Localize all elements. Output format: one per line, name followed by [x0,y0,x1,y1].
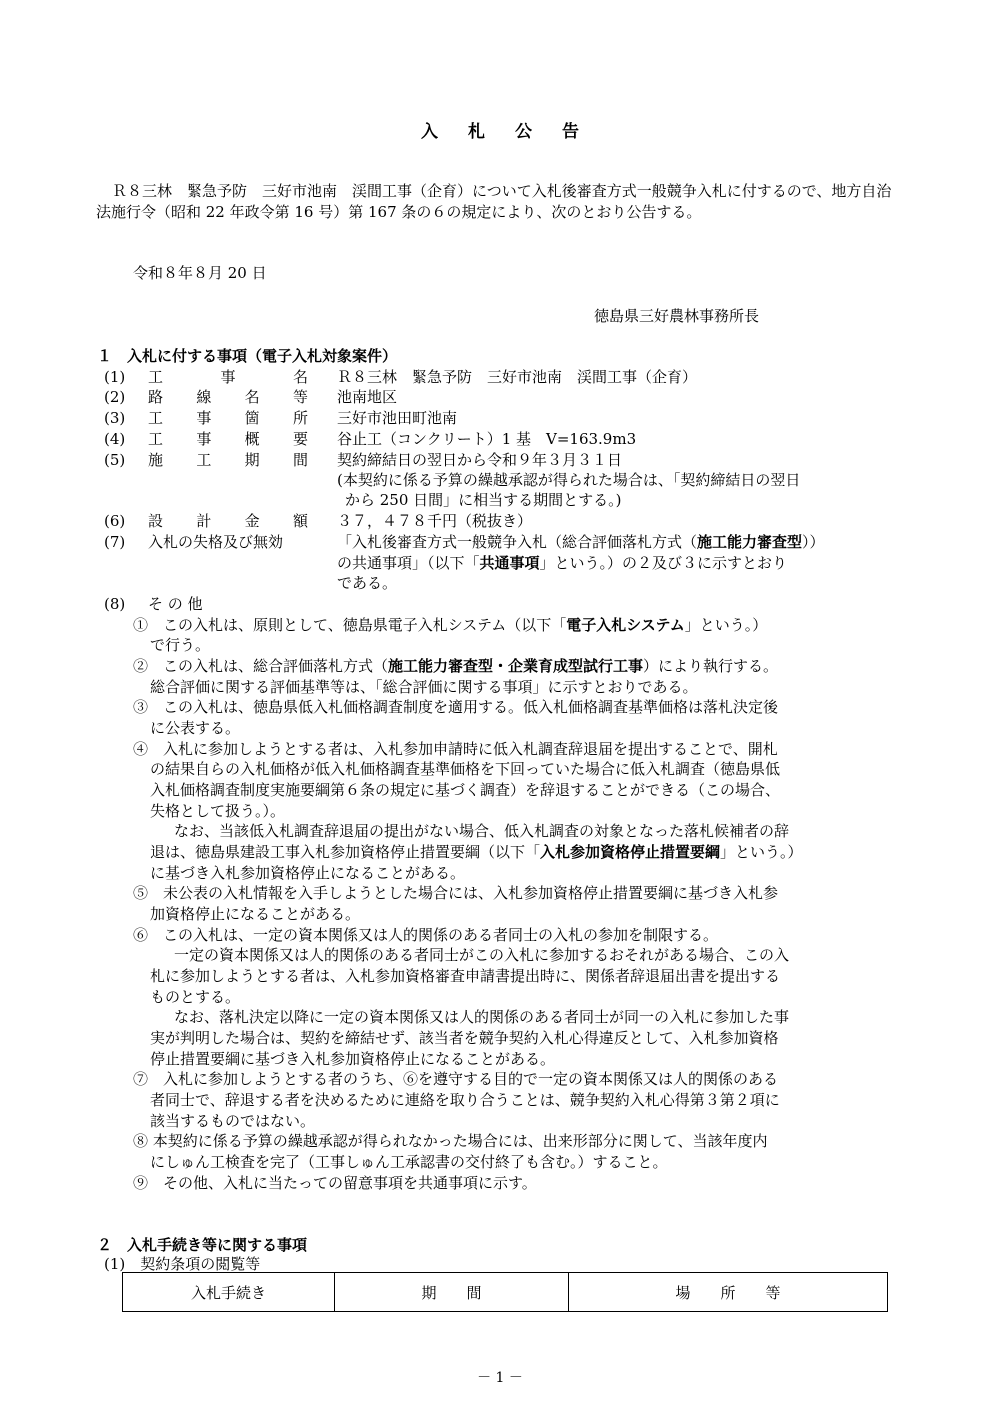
list-item-cont: にしゅん工検査を完了（工事しゅん工承認書の交付終了も含む。）すること。 [150,1153,668,1171]
list-item-cont: 該当するものではない。 [150,1112,316,1130]
list-item-cont: 停止措置要綱に基づき入札参加資格停止になることがある。 [150,1050,556,1068]
text: 「入札後審査方式一般競争入札（総合評価落札方式（ [337,533,698,551]
text: 退は、徳島県建設工事入札参加資格停止措置要綱（以下「 [150,843,541,861]
list-item-cont: の結果自らの入札価格が低入札価格調査基準価格を下回っていた場合に低入札調査（徳島県低 [150,760,781,778]
item-number: (2) [104,388,126,406]
item-label: 入札の失格及び無効 [148,533,284,551]
list-item [133,657,778,676]
label-char: 事 [196,430,212,448]
item-value: ３７，４７８千円（税抜き） [337,512,533,530]
list-item-cont: 入札価格調査制度実施要綱第６条の規定に基づく調査）を辞退することができる（この場合、 [150,781,781,799]
notice-date: 令和８年８月 20 日 [133,264,267,282]
label-char: 事 [196,409,212,427]
table-header-cell: 場 所 等 [675,1283,781,1302]
item-label [148,409,308,428]
list-item: ③ この入札は、徳島県低入札価格調査制度を適用する。低入札価格調査基準価格は落札決定後 [133,698,779,716]
list-item-cont: 一定の資本関係又は人的関係のある者同士がこの入札に参加するおそれがある場合、この入 [174,946,790,964]
list-item-cont: に公表する。 [150,719,241,737]
text: ）） [802,533,825,551]
bold-text: 施工能力審査型 [697,533,803,551]
label-char: 所 [292,409,308,427]
list-item-cont: 実が判明した場合は、契約を締結せず、該当者を競争契約入札心得違反として、入札参加資格 [150,1029,779,1047]
list-item-cont [150,843,803,862]
label-char: 設 [148,512,164,530]
label-char: 金 [244,512,260,530]
item-number: (6) [104,512,126,530]
label-char: 工 [148,430,164,448]
text: ）により執行する。 [643,657,779,675]
list-item [133,616,767,635]
item-value: 谷止工（コンクリート）1 基 V=163.9m3 [337,430,637,448]
bold-text: 施工能力審査型・企業育成型試行工事 [388,657,644,675]
item-number: (1) [104,368,126,386]
item-value: である。 [337,574,398,592]
bold-text: 入札参加資格停止措置要綱 [540,843,721,861]
label-char: 施 [148,451,164,469]
label-char: 期 [244,451,260,469]
item-value: 池南地区 [337,388,398,406]
label-char: 等 [292,388,308,406]
list-item: ⑨ その他、入札に当たっての留意事項を共通事項に示す。 [133,1174,537,1192]
text: ① この入札は、原則として、徳島県電子入札システム（以下「 [133,616,567,634]
label-char: 名 [292,368,308,386]
item-label [148,451,308,470]
item-number: (3) [104,409,126,427]
page-number: － 1 － [477,1370,523,1386]
text: の共通事項」（以下「 [337,554,480,572]
item-label [148,512,308,531]
list-item-cont: 失格として扱う。）。 [150,802,286,820]
section2-subheading: (1) 契約条項の閲覧等 [104,1255,261,1273]
label-char: 工 [148,368,164,386]
label-char: 概 [244,430,260,448]
list-item-cont: に基づき入札参加資格停止になることがある。 [150,864,466,882]
item-value: 三好市池田町池南 [337,409,458,427]
item-note: から 250 日間」に相当する期間とする。) [345,491,622,509]
label-char: 事 [220,368,236,386]
item-number: (4) [104,430,126,448]
list-item: ⑥ この入札は、一定の資本関係又は人的関係のある者同士の入札の参加を制限する。 [133,926,719,944]
list-item-cont: なお、落札決定以降に一定の資本関係又は人的関係のある者同士が同一の入札に参加した事 [174,1008,790,1026]
list-item-cont: なお、当該低入札調査辞退届の提出がない場合、低入札調査の対象となった落札候補者の辞 [174,822,790,840]
item-label: そ の 他 [148,595,203,613]
label-char: 計 [196,512,212,530]
bold-text: 共通事項 [479,554,540,572]
list-item: ⑦ 入札に参加しようとする者のうち、⑥を遵守する目的で一定の資本関係又は人的関係のある [133,1070,779,1088]
intro-paragraph: Ｒ８三林 緊急予防 三好市池南 渓間工事（企育）について入札後審査方式一般競争入札に付するので、地方自治法施行令（昭和 22 年政令第 16 号）第 167 条の６の規定により、次のとおり公告する。 [96,182,892,221]
section1-heading: １ 入札に付する事項（電子入札対象案件） [97,347,398,365]
procedure-table-header [122,1272,888,1312]
item-value: 契約締結日の翌日から令和９年３月３１日 [337,451,623,469]
section2-heading: ２ 入札手続き等に関する事項 [97,1236,308,1254]
item-number: (5) [104,451,126,469]
issuer-name: 徳島県三好農林事務所長 [594,307,760,325]
item-label [148,368,308,387]
list-item: ⑧ 本契約に係る予算の繰越承認が得られなかった場合には、出来形部分に関して、当該年度内 [133,1132,768,1150]
item-value [337,533,825,552]
table-header-cell: 入札手続き [123,1273,335,1311]
item-value [337,554,787,573]
label-char: 要 [292,430,308,448]
list-item-cont: 加資格停止になることがある。 [150,905,361,923]
list-item-cont: ものとする。 [150,988,241,1006]
text: 」という。）の２及び３に示すとおり [539,554,788,572]
label-char: 名 [244,388,260,406]
list-item-cont: で行う。 [150,636,211,654]
list-item: ④ 入札に参加しようとする者は、入札参加申請時に低入札調査辞退届を提出することで、開札 [133,740,778,758]
list-item: ⑤ 未公表の入札情報を入手しようとした場合には、入札参加資格停止措置要綱に基づき入札参 [133,884,779,902]
item-value: Ｒ８三林 緊急予防 三好市池南 渓間工事（企育） [337,368,698,386]
label-char: 路 [148,388,164,406]
item-number: (8) [104,595,126,613]
text: 」という。） [720,843,803,861]
label-char: 工 [196,451,212,469]
label-char: 箇 [244,409,260,427]
list-item-cont: 札に参加しようとする者は、入札参加資格審査申請書提出時に、関係者辞退届出書を提出する [150,967,781,985]
item-number: (7) [104,533,126,551]
label-char: 間 [292,451,308,469]
table-header-cell: 期 間 [335,1273,569,1311]
label-char: 線 [196,388,212,406]
item-label [148,388,308,407]
list-item-cont: 総合評価に関する評価基準等は、「総合評価に関する事項」に示すとおりである。 [150,678,698,696]
page-title: 入札公告 [421,122,609,142]
text: ② この入札は、総合評価落札方式（ [133,657,389,675]
item-note: (本契約に係る予算の繰越承認が得られた場合は、「契約締結日の翌日 [337,471,801,489]
list-item-cont: 者同士で、辞退する者を決めるために連絡を取り合うことは、競争契約入札心得第３第２項に [150,1091,780,1109]
bold-text: 電子入札システム [566,616,685,634]
label-char: 額 [292,512,308,530]
text: 」という。） [684,616,768,634]
label-char: 工 [148,409,164,427]
item-label [148,430,308,449]
